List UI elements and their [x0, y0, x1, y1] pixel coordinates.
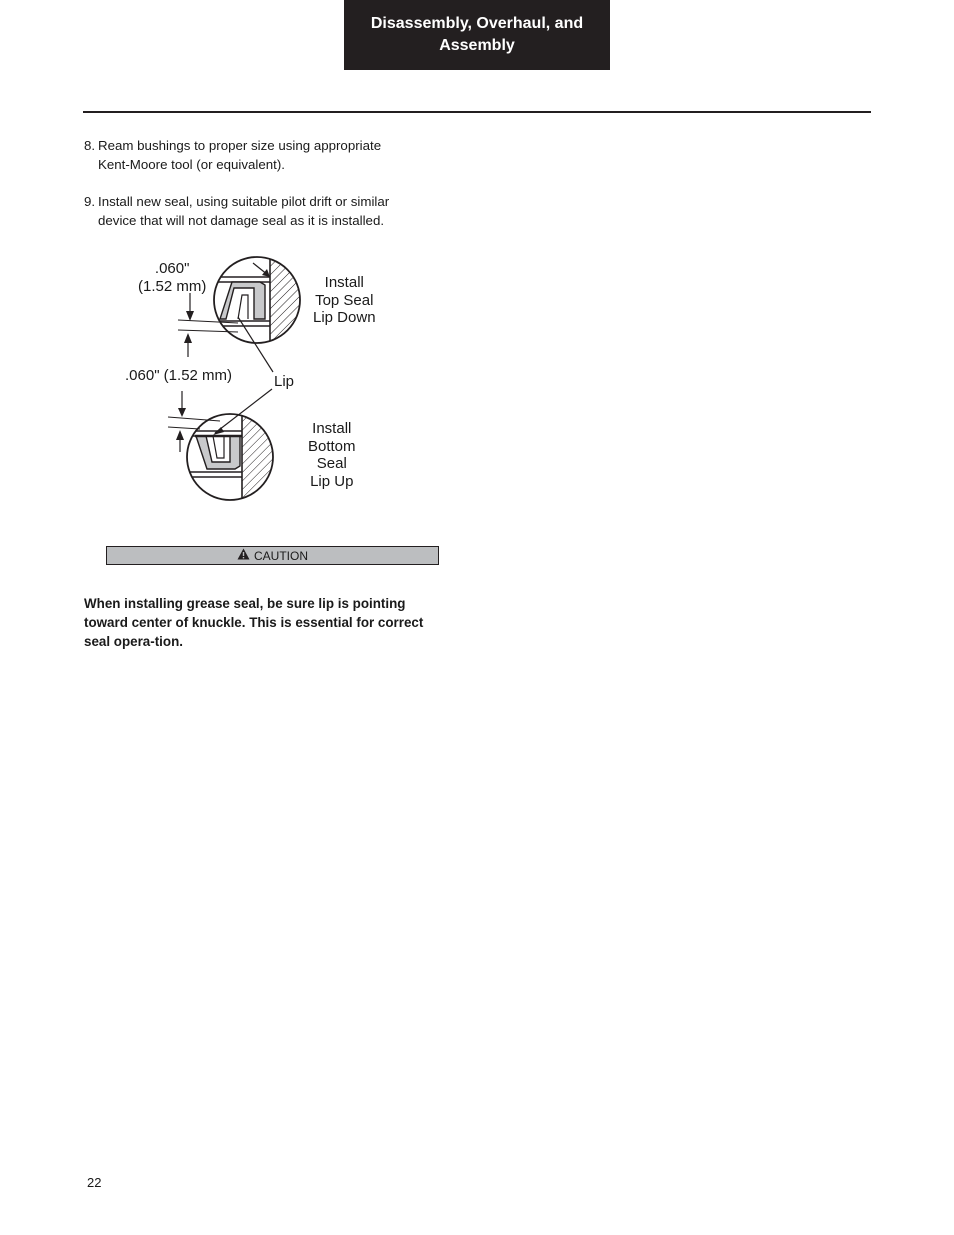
top-seal-label-line2: Top Seal — [315, 291, 374, 309]
top-dimension-label — [138, 260, 206, 295]
step-number: 8. — [84, 138, 96, 153]
top-dimension-mm: (1.52 mm) — [138, 277, 207, 295]
step-8 — [84, 136, 414, 174]
caution-label: CAUTION — [254, 548, 308, 563]
header-rule — [83, 111, 871, 113]
section-header-tab — [344, 0, 610, 70]
bottom-seal-label — [308, 420, 356, 490]
step-text-line1: Install new seal, using suitable pilot drift or similar — [98, 194, 390, 209]
caution-text: When installing grease seal, be sure lip is pointing toward center of knuckle. This is essential for correct seal opera-tion. — [84, 596, 424, 649]
bottom-seal-label-line2: Bottom — [308, 437, 356, 455]
lip-label: Lip — [274, 373, 295, 390]
warning-triangle-icon — [237, 548, 250, 563]
page-number: 22 — [87, 1175, 102, 1190]
bottom-seal-label-line3: Seal — [316, 455, 347, 472]
step-text-line2: Kent-Moore tool (or equivalent). — [98, 157, 285, 172]
step-text-line1: Ream bushings to proper size using appropriate — [98, 138, 382, 153]
step-number: 9. — [84, 194, 96, 209]
top-seal-label-line3: Lip Down — [313, 309, 376, 326]
seal-installation-figure — [120, 255, 390, 505]
bottom-seal-label-line4: Lip Up — [310, 472, 354, 490]
top-seal-label — [313, 274, 376, 327]
section-title-line2: Assembly — [439, 37, 515, 54]
caution-bar — [106, 546, 439, 565]
bottom-seal-label-line1: Install — [312, 420, 352, 437]
top-seal-label-line1: Install — [324, 274, 364, 291]
top-dimension-inch: .060" — [154, 260, 190, 277]
bottom-seal-detail — [182, 410, 282, 505]
step-9 — [84, 192, 414, 230]
section-title-line1: Disassembly, Overhaul, and — [370, 15, 584, 32]
step-text-line2: device that will not damage seal as it is installed. — [98, 213, 385, 228]
bottom-dimension-label: .060" (1.52 mm) — [125, 367, 233, 384]
